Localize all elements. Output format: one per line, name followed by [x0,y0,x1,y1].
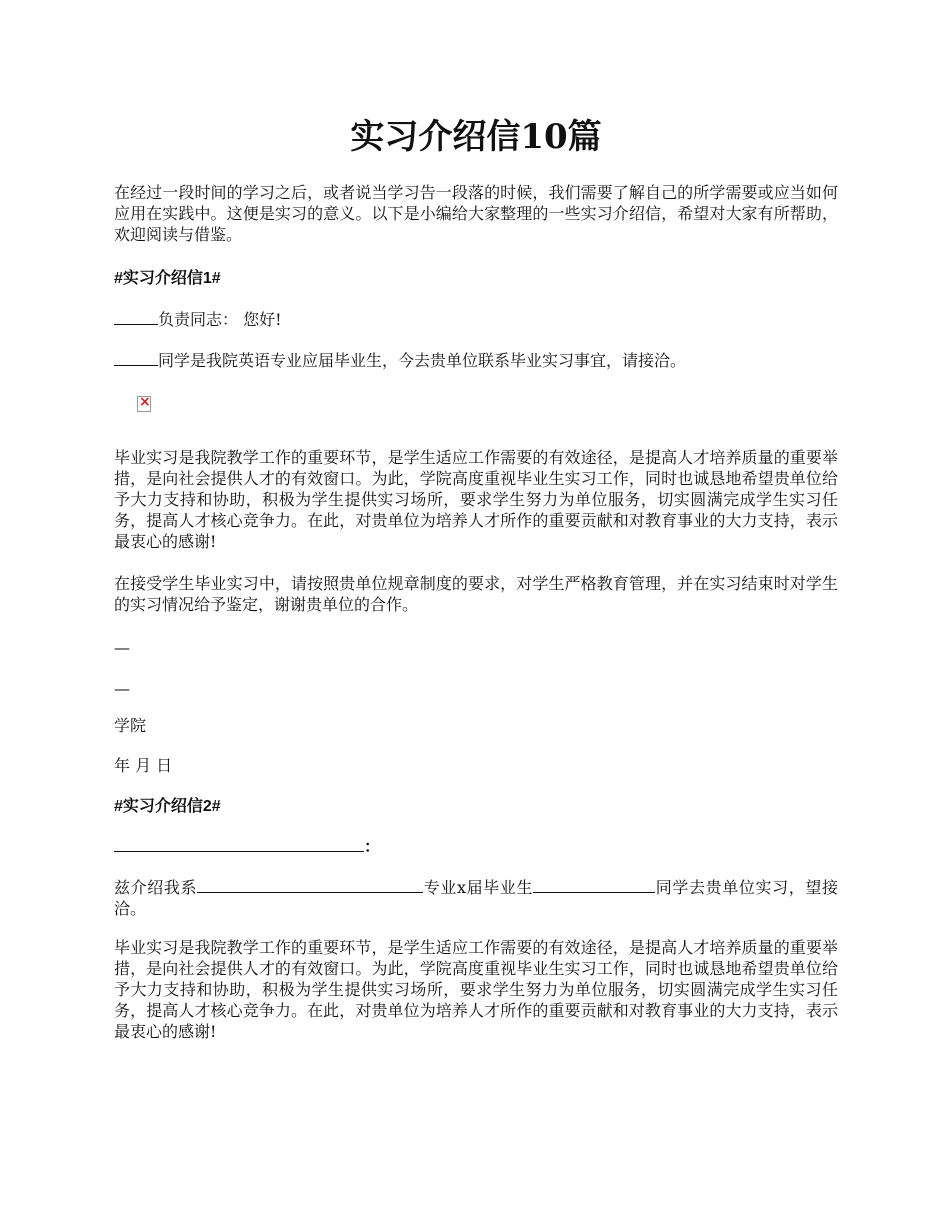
letter1-student-line [114,350,838,371]
intro-paragraph: 在经过一段时间的学习之后，或者说当学习告一段落的时候，我们需要了解自己的所学需要或应当如何应用在实践中。这便是实习的意义。以下是小编给大家整理的一些实习介绍信，希望对大家有所帮助，欢迎阅读与借鉴。 [114,183,838,244]
blank-line [114,350,158,366]
letter2-address [114,836,838,858]
document-title: 实习介绍信10篇 [350,117,602,157]
intro-part2: 专业x届毕业生 [423,878,534,897]
letter2-body1: 毕业实习是我院教学工作的重要环节，是学生适应工作需要的有效途径，是提高人才培养质量的重要举措，是向社会提供人才的有效窗口。为此，学院高度重视毕业生实习工作，同时也诚恳地希望贵单位给予大力支持和协助，积极为学生提供实习场所，要求学生努力为单位服务，切实圆满完成学生实习任务，提高人才核心竞争力。在此，对贵单位为培养人才所作的重要贡献和对教育事业的大力支持，表示最衷心的感谢! [114,938,838,1041]
letter1-heading: #实习介绍信1# [114,270,221,287]
letter1-body1: 毕业实习是我院教学工作的重要环节，是学生适应工作需要的有效途径，是提高人才培养质量的重要举措，是向社会提供人才的有效窗口。为此，学院高度重视毕业生实习工作，同时也诚恳地希望贵单位给予大力支持和协助，积极为学生提供实习场所，要求学生努力为单位服务，切实圆满完成学生实习任务，提高人才核心竞争力。在此，对贵单位为培养人才所作的重要贡献和对教育事业的大力支持，表示最衷心的感谢! [114,448,838,551]
blank-line [114,309,158,325]
intro-part1: 兹介绍我系 [114,878,198,897]
letter2-heading: #实习介绍信2# [114,798,221,815]
blank-line [533,877,655,893]
student-line-text: 同学是我院英语专业应届毕业生，今去贵单位联系毕业实习事宜，请接洽。 [158,351,687,370]
blank-line [114,836,364,852]
letter2-intro [114,877,838,919]
intro-part3: 同学去贵单位实习，望接洽。 [114,878,838,918]
signature-college: 学院 [114,716,147,735]
blank-line [197,877,423,893]
greeting-text: 负责同志： 您好! [158,310,282,329]
signature-dash-1: — [114,638,130,657]
address-colon: ： [364,839,381,856]
signature-dash-2: — [114,679,130,698]
letter1-body2: 在接受学生毕业实习中，请按照贵单位规章制度的要求，对学生严格教育管理，并在实习结束时对学生的实习情况给予鉴定，谢谢贵单位的合作。 [114,574,838,614]
broken-image-icon [137,396,151,412]
signature-date: 年 月 日 [114,756,173,775]
letter1-greeting [114,309,838,330]
